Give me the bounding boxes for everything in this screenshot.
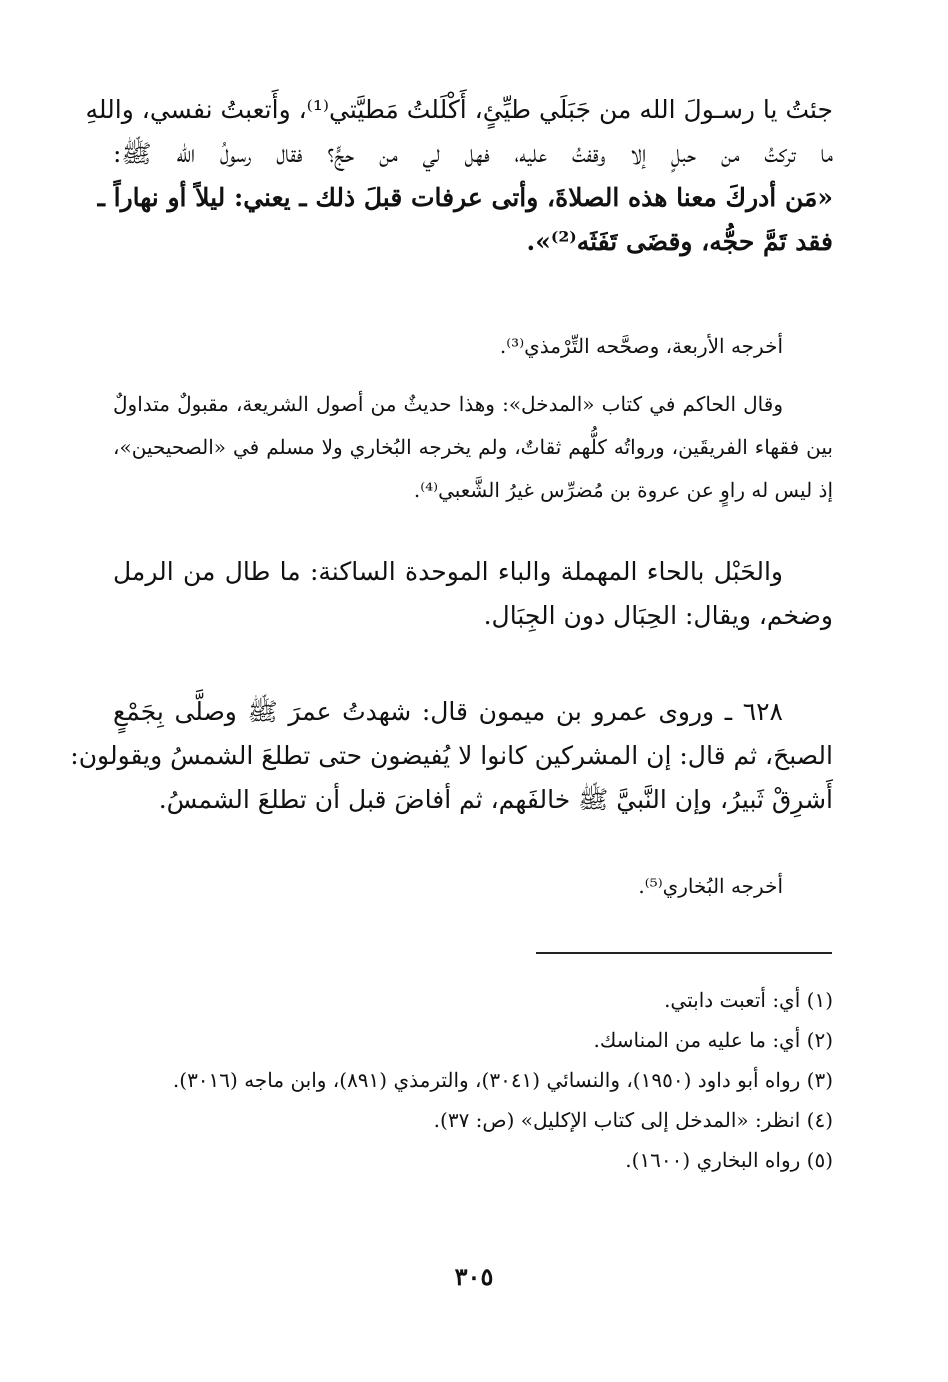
text-line: إذ ليس له راوٍ عن عروة بن مُضرِّس غيرُ الشَّعبي⁽⁴⁾. <box>413 478 833 502</box>
hadith-627-text <box>85 88 833 264</box>
takhrij-line: أخرجه الأربعة، وصحَّحه التِّرْمذي⁽³⁾. <box>499 334 783 358</box>
takhrij-1 <box>113 325 833 368</box>
footnote: (٣) رواه أبو داود (١٩٥٠)، والنسائي (٣٠٤١)، والترمذي (٨٩١)، وابن ماجه (٣٠١٦). <box>172 1068 833 1092</box>
page-number: ٣٠٥ <box>454 1262 494 1291</box>
text-line: وضخم، ويقال: الحِبَال دون الجِبَال. <box>483 601 833 630</box>
footnote: (١) أي: أتعبت دابتي. <box>664 988 833 1012</box>
text-line: ٦٢٨ ـ وروى عمرو بن ميمون قال: شهدتُ عمرَ ﷺ وصلَّى بِجَمْعٍ <box>113 697 783 726</box>
text-line: أَشرِقْ ثَبيرُ، وإن النَّبيَّ ﷺ خالفَهم، ثم أفاضَ قبل أن تطلعَ الشمسُ. <box>158 785 833 814</box>
footnote: (٤) انظر: «المدخل إلى كتاب الإكليل» (ص: ٣٧). <box>433 1108 833 1132</box>
hakim-note <box>113 383 833 512</box>
text-line-bold: «مَن أدركَ معنا هذه الصلاةَ، وأتى عرفات قبلَ ذلك ـ يعني: ليلاً أو نهاراً ـ <box>97 183 833 212</box>
footnotes <box>113 980 833 1180</box>
footnote: (٥) رواه البخاري (١٦٠٠). <box>625 1148 833 1172</box>
text-line: والحَبْل بالحاء المهملة والباء الموحدة الساكنة: ما طال من الرمل <box>113 557 783 586</box>
habl-note <box>113 550 833 638</box>
footnote-divider <box>536 952 832 954</box>
text-line: وقال الحاكم في كتاب «المدخل»: وهذا حديثٌ من أصول الشريعة، مقبولٌ متداولٌ <box>113 392 783 416</box>
text-line: ما تركتُ من حبلٍ إلا وقفتُ عليه، فهل لي من حجٍّ؟ فقال رسولُ الله ﷺ: <box>113 139 833 168</box>
text-line: بين فقهاء الفريقَين، ورواتُه كلُّهم ثقاتٌ، ولم يخرجه البُخاري ولا مسلم في «الصحيحين»، <box>113 435 833 459</box>
text-line-bold: فقد تَمَّ حجُّه، وقضَى تَفَثَه⁽²⁾». <box>526 227 833 256</box>
hadith-628-text <box>70 690 833 822</box>
text-line: الصبحَ، ثم قال: إن المشركين كانوا لا يُفيضون حتى تطلعَ الشمسُ ويقولون: <box>70 741 833 770</box>
takhrij-line: أخرجه البُخاري⁽⁵⁾. <box>638 874 783 898</box>
text-line: جئتُ يا رسـولَ الله من جَبَلَي طيِّئٍ، أَكْلَلتُ مَطيَّتي⁽¹⁾، وأَتعبتُ نفسي، واللهِ <box>85 95 833 124</box>
footnote: (٢) أي: ما عليه من المناسك. <box>593 1028 833 1052</box>
takhrij-2 <box>113 865 833 908</box>
